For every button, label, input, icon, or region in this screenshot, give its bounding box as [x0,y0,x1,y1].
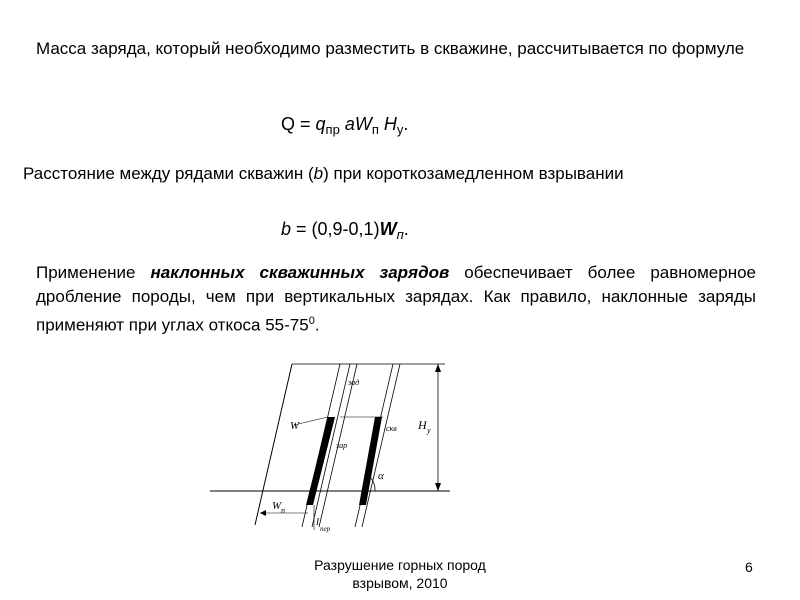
formula-row-spacing: $b = (0,9-0,1)W_п$. [281,219,409,242]
paragraph-charge-mass: Масса заряда, который необходимо разместить в скважине, рассчитывается по формуле [36,39,745,58]
label-wp-sub: п [281,506,285,515]
label-hy-sub: y [427,426,431,435]
paragraph-inclined-charges: Применение наклонных скважинных зарядов обеспечивает более равномерное дробление породы, чем при вертикальных зарядах. Как правило, наклонные заряды применяют при углах откоса $55-75^0$. [36,263,756,335]
label-wp: W [272,500,282,512]
hole2-wall-right [362,364,400,527]
formula-charge-mass: $Q = q_{пр}$ $aW_п$ $H_у$. [281,114,409,137]
label-alpha: α [378,470,384,482]
wp-arrow-left [260,510,266,516]
footer-title: Разрушение горных пород взрывом, 2010 [314,557,486,591]
label-zar: зар [336,441,348,450]
label-lper: l [316,516,320,528]
label-w: W [290,420,300,432]
label-hy: H [418,418,427,432]
hy-arrow-top [435,364,441,372]
label-zad: зад [348,378,360,387]
inclined-borehole-diagram [200,355,460,535]
label-lper-sub: пер [320,525,331,533]
hy-arrow-bottom [435,483,441,491]
label-skv: скв [386,424,397,433]
page-number: 6 [745,559,753,575]
paragraph-row-spacing: Расстояние между рядами скважин (b) при короткозамедленном взрывании [23,164,624,183]
